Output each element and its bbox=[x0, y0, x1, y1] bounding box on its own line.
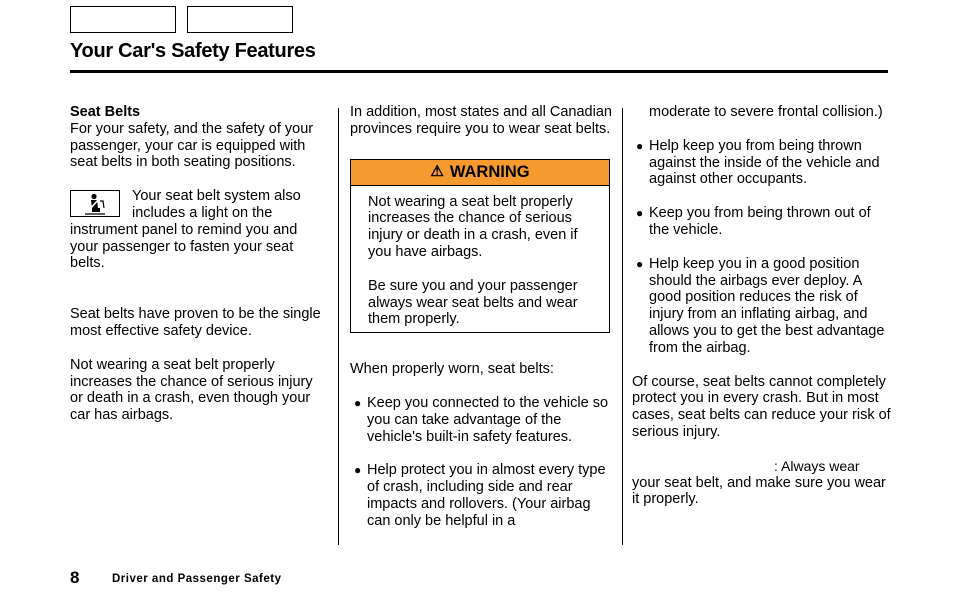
bullet-list bbox=[632, 138, 894, 357]
warning-body bbox=[351, 186, 609, 333]
bullet-dot-icon: ● bbox=[636, 138, 644, 153]
list-item-text: Keep you connected to the vehicle so you can take advantage of the vehicle's built-in safety features. bbox=[367, 394, 609, 445]
column-2 bbox=[350, 104, 612, 530]
body-paragraph: Not wearing a seat belt properly increases the chance of serious injury or death in a crash, even though your car has airbags. bbox=[70, 356, 313, 424]
list-item-text: Help protect you in almost every type of crash, including side and rear impacts and rollovers. (Your airbag can only be helpful in a bbox=[367, 462, 606, 529]
column-3 bbox=[632, 104, 894, 508]
footer-section-title: Driver and Passenger Safety bbox=[112, 573, 282, 585]
list-item-text: Help keep you from being thrown against the inside of the vehicle and against other occupants. bbox=[649, 137, 880, 188]
list-item bbox=[632, 138, 894, 188]
list-item bbox=[632, 205, 894, 239]
advice-paragraph: your seat belt, and make sure you wear it properly. bbox=[632, 474, 886, 508]
reminder-paragraph: Your seat belt system also includes a light on the instrument panel to remind you and your passenger to fasten your seat belts. bbox=[70, 188, 301, 272]
list-item-text: Help keep you in a good position should the airbags ever deploy. A good position reduces the risk of injury from an inflating airbag, and allows you to get the best advantage from the airbag. bbox=[649, 255, 885, 356]
nav-button-1[interactable] bbox=[70, 6, 176, 33]
list-item bbox=[632, 256, 894, 357]
list-item bbox=[350, 395, 612, 445]
warning-paragraph: Not wearing a seat belt properly increases the chance of serious injury or death in a crash, even if you have airbags. bbox=[368, 193, 578, 260]
list-item bbox=[350, 462, 612, 529]
column-1 bbox=[70, 104, 328, 424]
warning-header bbox=[351, 160, 609, 186]
body-paragraph: Of course, seat belts cannot completely protect you in every crash. But in most cases, seat belts can reduce your risk of serious injury. bbox=[632, 373, 891, 440]
body-paragraph: Seat belts have proven to be the single most effective safety device. bbox=[70, 306, 321, 339]
intro-paragraph: For your safety, and the safety of your passenger, your car is equipped with seat belts in both seating positions. bbox=[70, 120, 314, 171]
warning-triangle-icon: ⚠ bbox=[430, 162, 444, 180]
seatbelt-reminder-icon bbox=[70, 190, 120, 217]
warning-box bbox=[350, 159, 610, 334]
body-paragraph: In addition, most states and all Canadian provinces require you to wear seat belts. bbox=[350, 104, 612, 137]
bullet-dot-icon: ● bbox=[636, 256, 644, 271]
advice-lead: : Always wear bbox=[774, 457, 860, 474]
reminder-block bbox=[70, 188, 328, 272]
column-divider-2 bbox=[622, 108, 623, 545]
bullet-dot-icon: ● bbox=[354, 463, 362, 478]
page-number: 8 bbox=[70, 568, 80, 587]
page-title: Your Car's Safety Features bbox=[70, 40, 316, 62]
title-rule bbox=[70, 70, 888, 73]
nav-button-2[interactable] bbox=[187, 6, 293, 33]
bullet-dot-icon: ● bbox=[354, 395, 362, 410]
warning-title: WARNING bbox=[449, 162, 530, 181]
bullet-list bbox=[350, 395, 612, 530]
body-paragraph: When properly worn, seat belts: bbox=[350, 361, 554, 378]
warning-paragraph: Be sure you and your passenger always wear seat belts and wear them properly. bbox=[368, 277, 578, 328]
list-item-text: Keep you from being thrown out of the vehicle. bbox=[649, 205, 871, 238]
continuation-text: moderate to severe frontal collision.) bbox=[649, 104, 883, 120]
column-divider-1 bbox=[338, 108, 339, 545]
bullet-dot-icon: ● bbox=[636, 206, 644, 221]
section-heading: Seat Belts bbox=[70, 104, 141, 120]
